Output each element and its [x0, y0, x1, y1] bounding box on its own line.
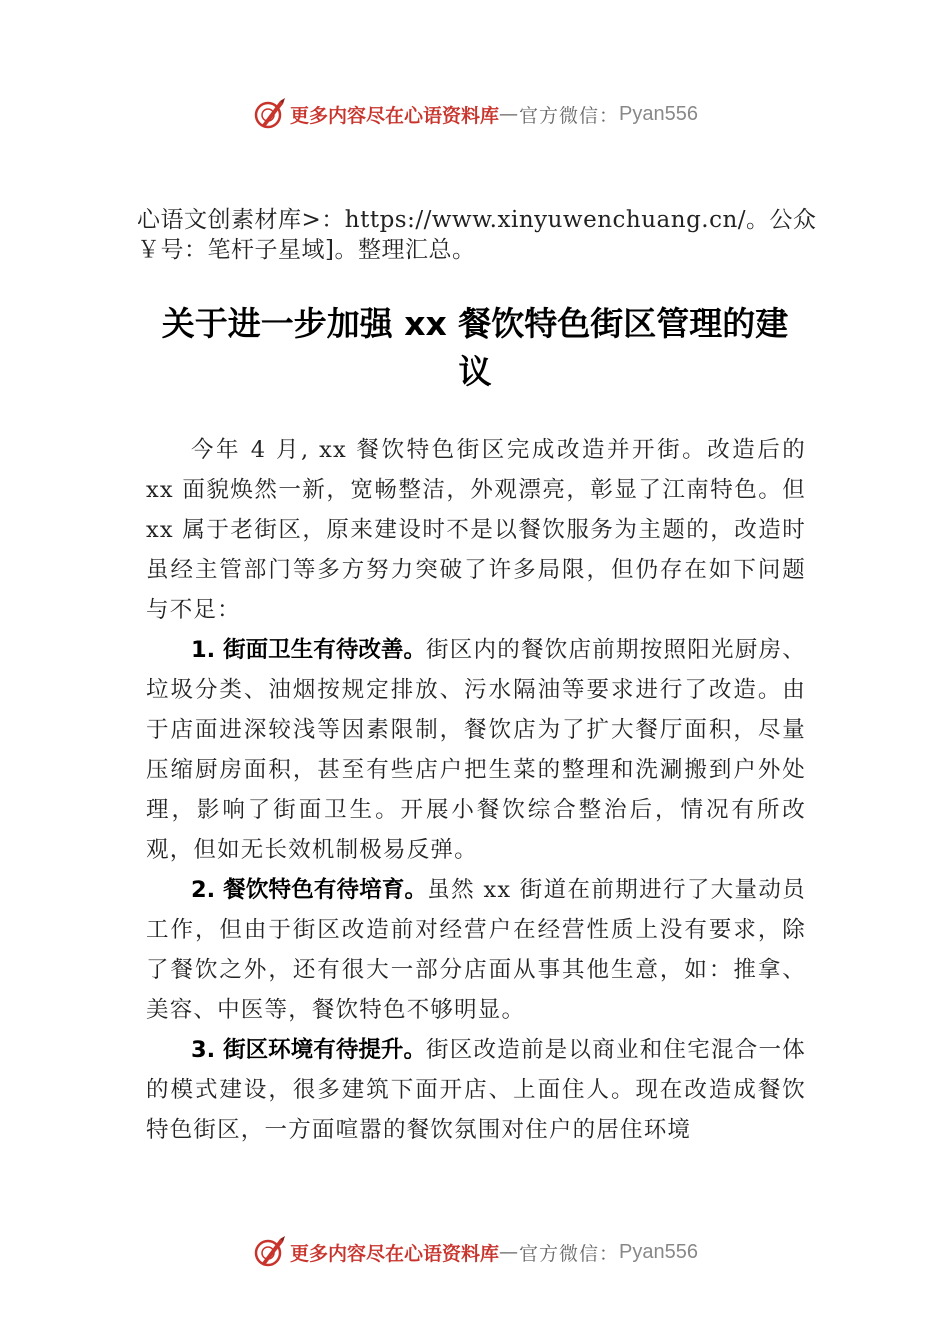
- item-heading: 3. 街区环境有待提升。: [191, 1037, 427, 1063]
- item-text: 街区改造前是以商业和住宅混合一体的模式建设，很多建筑下面开店、上面住人。现在改造成餐饮特色街区，一方面喧嚣的餐饮氛围对住户的居住环境: [146, 1037, 806, 1143]
- banner-dash: —: [499, 103, 520, 125]
- banner-library-text: 更多内容尽在心语资料库: [290, 1242, 500, 1265]
- item-heading: 1. 街面卫生有待改善。: [191, 637, 427, 663]
- item-paragraph-3: [146, 1030, 806, 1150]
- header-banner: [0, 94, 950, 134]
- item-paragraph-1: [146, 630, 806, 870]
- document-title: [130, 300, 820, 396]
- source-line: ￥号：笔杆子星域]。整理汇总。: [137, 237, 476, 263]
- title-line: 议: [458, 352, 492, 391]
- document-body: [146, 430, 806, 1150]
- banner-wechat-label: 官方微信：: [519, 1242, 620, 1265]
- banner-wechat-id: Pyan556: [619, 1240, 698, 1263]
- pen-logo-icon: [252, 1235, 286, 1269]
- item-text: 虽然 xx 街道在前期进行了大量动员工作，但由于街区改造前对经营户在经营性质上没有要求，除了餐饮之外，还有很大一部分店面从事其他生意，如：推拿、美容、中医等，餐饮特色不够明显。: [146, 877, 806, 1023]
- item-heading: 2. 餐饮特色有待培育。: [191, 877, 428, 903]
- item-text: 街区内的餐饮店前期按照阳光厨房、垃圾分类、油烟按规定排放、污水隔油等要求进行了改造。由于店面进深较浅等因素限制，餐饮店为了扩大餐厅面积，尽量压缩厨房面积，甚至有些店户把生菜的整理和洗涮搬到户外处理，影响了街面卫生。开展小餐饮综合整治后，情况有所改观，但如无长效机制极易反弹。: [146, 637, 806, 863]
- footer-banner: [0, 1232, 950, 1272]
- intro-paragraph: 今年 4 月, xx 餐饮特色街区完成改造并开街。改造后的 xx 面貌焕然一新，宽畅整洁，外观漂亮，彰显了江南特色。但 xx 属于老街区，原来建设时不是以餐饮服务为主题的，改造时虽经主管部门等多方努力突破了许多局限，但仍存在如下问题与不足：: [146, 437, 806, 623]
- banner-dash: —: [499, 1241, 520, 1263]
- item-paragraph-2: [146, 870, 806, 1030]
- banner-wechat-label: 官方微信：: [519, 104, 620, 127]
- banner-library-text: 更多内容尽在心语资料库: [290, 104, 500, 127]
- pen-logo-icon: [252, 97, 286, 131]
- source-line: 心语文创素材库>：https://www.xinyuwenchuang.cn/。公众: [137, 207, 817, 233]
- title-line: 关于进一步加强 xx 餐饮特色街区管理的建: [161, 304, 789, 343]
- source-note: [137, 205, 827, 265]
- banner-wechat-id: Pyan556: [619, 102, 698, 125]
